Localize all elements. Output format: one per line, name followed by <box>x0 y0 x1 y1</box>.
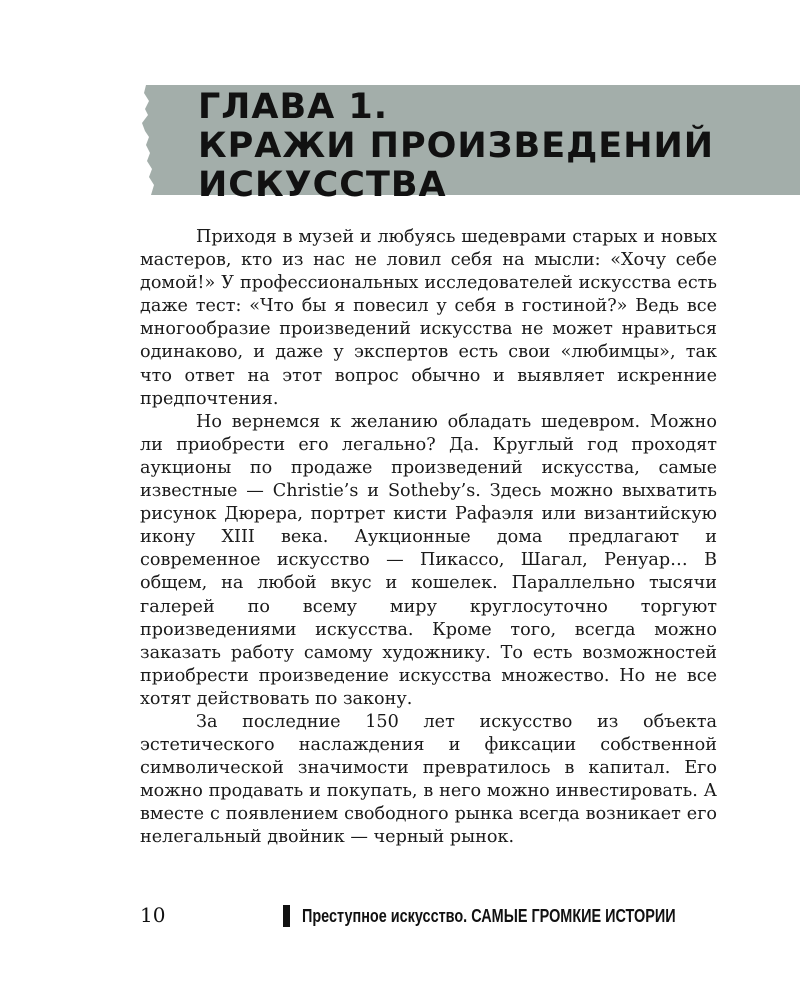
chapter-title-line-2: КРАЖИ ПРОИЗВЕДЕНИЙ <box>198 126 715 166</box>
chapter-title <box>198 88 714 205</box>
body-text <box>140 226 717 850</box>
paragraph-3: За последние 150 лет искусство из объекта эстетического наслаждения и фиксации собственной символической значимости превратилось в капитал. Его можно продавать и покупать, в него можно инвестировать. А вместе с появлением свободного рынка всегда возникает его нелегальный двойник — черный рынок. <box>140 711 717 848</box>
footer-separator-bar <box>283 905 290 927</box>
page-number: 10 <box>140 903 166 927</box>
torn-edge-decoration <box>136 85 166 195</box>
chapter-title-line-3: ИСКУССТВА <box>198 165 447 205</box>
paragraph-1: Приходя в музей и любуясь шедеврами старых и новых мастеров, кто из нас не ловил себя на мысли: «Хочу себе домой!» У профессиональных исследователей искусства есть даже тест: «Что бы я повесил у себя в гостиной?» Ведь все многообразие произведений искусства не может нравиться одинаково, и даже у экспертов есть свои «любимцы», так что ответ на этот вопрос обычно и выявляет искренние предпочтения. <box>140 227 717 409</box>
running-title: Преступное искусство. САМЫЕ ГРОМКИЕ ИСТОРИИ <box>302 905 676 926</box>
paragraph-2: Но вернемся к желанию обладать шедевром. Можно ли приобрести его легально? Да. Круглый год проходят аукционы по продаже произведений искусства, самые известные — Christie’s и Sotheby’s. Здесь можно выхватить рисунок Дюрера, портрет кисти Рафаэля или византийскую икону XIII века. Аукционные дома предлагают и современное искусство — Пикассо, Шагал, Ренуар… В общем, на любой вкус и кошелек. Параллельно тысячи галерей по всему миру круглосуточно торгуют произведениями искусства. Кроме того, всегда можно заказать работу самому художнику. То есть возможностей приобрести произведение искусства множество. Но не все хотят действовать по закону. <box>140 411 717 709</box>
chapter-title-line-1: ГЛАВА 1. <box>198 87 389 127</box>
